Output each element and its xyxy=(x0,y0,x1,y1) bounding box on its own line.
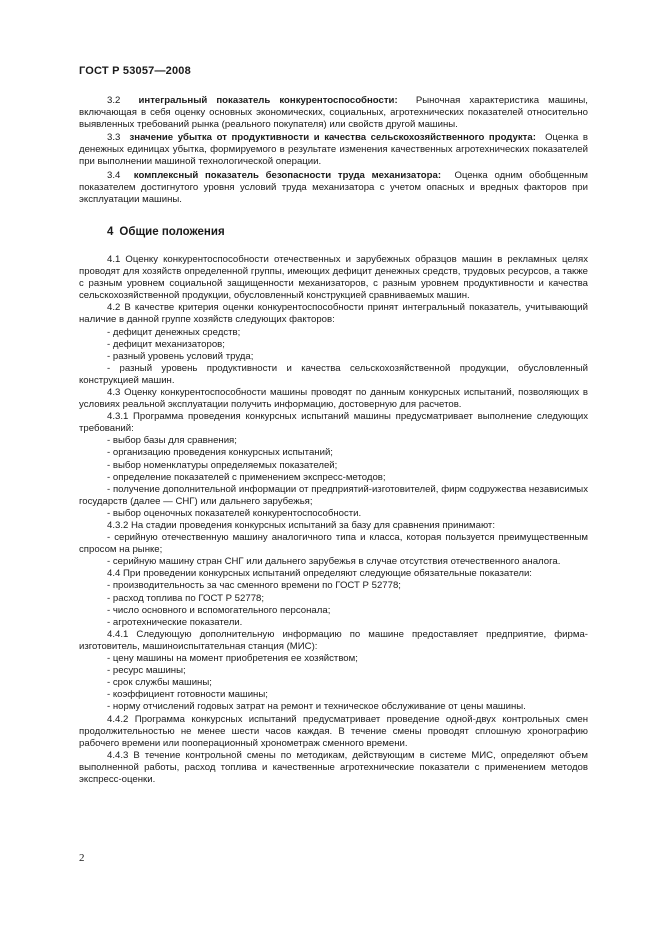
list-item: - норму отчислений годовых затрат на ремонт и техническое обслуживание от цены машины. xyxy=(107,701,526,713)
list-item: - агротехнические показатели. xyxy=(107,616,243,628)
list-item: - получение дополнительной информации от предприятий-изготовителей, фирм содружества независимых государств (далее — СНГ) или дальнего зарубежья; xyxy=(79,483,588,507)
term-3-4 xyxy=(79,170,588,206)
list-item: - выбор оценочных показателей конкурентоспособности. xyxy=(107,507,362,519)
paragraph-4-4-3: 4.4.3 В течение контрольной смены по методикам, действующим в системе МИС, определяют объем выполненной работы, расход топлива и качественные агротехнические показатели с применением методов экспресс-оценки. xyxy=(79,749,588,785)
term-title: интегральный показатель конкурентоспособности: xyxy=(138,95,398,106)
list-item: - выбор номенклатуры определяемых показателей; xyxy=(107,459,338,471)
list-item: - цену машины на момент приобретения ее хозяйством; xyxy=(107,653,358,665)
section-heading xyxy=(79,226,588,238)
list-item: - число основного и вспомогательного персонала; xyxy=(107,604,331,616)
list-item: - производительность за час сменного времени по ГОСТ Р 52778; xyxy=(107,580,401,592)
paragraph-4-3: 4.3 Оценку конкурентоспособности машины проводят по данным конкурсных испытаний, позволяющих в условиях реальной эксплуатации получить информацию, достоверную для расчетов. xyxy=(79,386,588,411)
list-item: - серийную отечественную машину аналогичного типа и класса, которая пользуется преимущественным спросом на рынке; xyxy=(79,532,588,556)
list-item: - дефицит механизаторов; xyxy=(107,338,225,350)
paragraph-4-1: 4.1 Оценку конкурентоспособности отечественных и зарубежных образцов машин в рекламных целях проводят для хозяйств определенной группы, имеющих дефицит денежных средств, трудовых ресурсов, а также с разным уровнем социальной защищенности механизаторов, с разным уровнем продуктивности и качества сельскохозяйственной продукции, обусловленный конструкцией сравниваемых машин. xyxy=(79,253,588,302)
term-number: 3.2 xyxy=(107,95,121,106)
term-3-3 xyxy=(79,132,588,168)
term-3-2 xyxy=(79,95,588,131)
section-number: 4 xyxy=(107,225,114,238)
paragraph-4-4-1: 4.4.1 Следующую дополнительную информацию по машине предоставляет предприятие, фирма-изготовитель, машиноиспытательная станция (МИС): xyxy=(79,628,588,652)
list-item: - организацию проведения конкурсных испытаний; xyxy=(107,447,333,459)
list-item: - серийную машину стран СНГ или дальнего зарубежья в случае отсутствия отечественного аналога. xyxy=(107,556,561,568)
term-number: 3.4 xyxy=(107,169,121,181)
list-item: - ресурс машины; xyxy=(107,665,186,677)
list-item: - выбор базы для сравнения; xyxy=(107,435,237,447)
term-definition: Оценка одним обобщенным показателем достигнутого уровня условий труда механизатора с учетом опасных и вредных факторов при эксплуатации машины. xyxy=(79,169,588,205)
list-item: - расход топлива по ГОСТ Р 52778; xyxy=(107,592,265,604)
term-definition: Оценка в денежных единицах убытка, формируемого в результате изменения качественных агротехнических показателей при выполнении машиной технологической операции. xyxy=(79,132,588,168)
paragraph-4-2: 4.2 В качестве критерия оценки конкурентоспособности принят интегральный показатель, учитывающий наличие в данной группе хозяйств следующих факторов: xyxy=(79,302,588,326)
list-item: - срок службы машины; xyxy=(107,677,212,689)
page-number: 2 xyxy=(79,852,85,864)
term-title: комплексный показатель безопасности труда механизатора: xyxy=(133,169,442,181)
document-header: ГОСТ Р 53057—2008 xyxy=(79,65,191,77)
term-definition: Рыночная характеристика машины, включающая в себя оценку основных экономических, социальных, агротехнических показателей относительно выявленных требований рынка (реального покупателя) или свойств другой машины. xyxy=(79,95,588,131)
section-title: Общие положения xyxy=(119,225,225,238)
term-number: 3.3 xyxy=(107,132,121,144)
document-body xyxy=(79,95,588,786)
list-item: - дефицит денежных средств; xyxy=(107,326,241,338)
list-item: - разный уровень продуктивности и качества сельскохозяйственной продукции, обусловленный конструкцией машин. xyxy=(79,362,588,386)
list-item: - разный уровень условий труда; xyxy=(107,350,254,362)
list-item: - определение показателей с применением экспресс-методов; xyxy=(107,471,386,483)
paragraph-4-4-2: 4.4.2 Программа конкурсных испытаний предусматривает проведение одной-двух контрольных смен продолжительностью не менее шести часов каждая. В течение смены проводят сплошную хронографию рабочего времени или пооперационный хронометраж сменного времени. xyxy=(79,713,588,749)
list-item: - коэффициент готовности машины; xyxy=(107,689,268,701)
paragraph-4-4: 4.4 При проведении конкурсных испытаний определяют следующие обязательные показатели: xyxy=(107,568,532,580)
term-title: значение убытка от продуктивности и качества сельскохозяйственного продукта: xyxy=(129,132,536,144)
paragraph-4-3-1: 4.3.1 Программа проведения конкурсных испытаний машины предусматривает выполнение следующих требований: xyxy=(79,411,588,435)
paragraph-4-3-2: 4.3.2 На стадии проведения конкурсных испытаний за базу для сравнения принимают: xyxy=(107,520,495,531)
